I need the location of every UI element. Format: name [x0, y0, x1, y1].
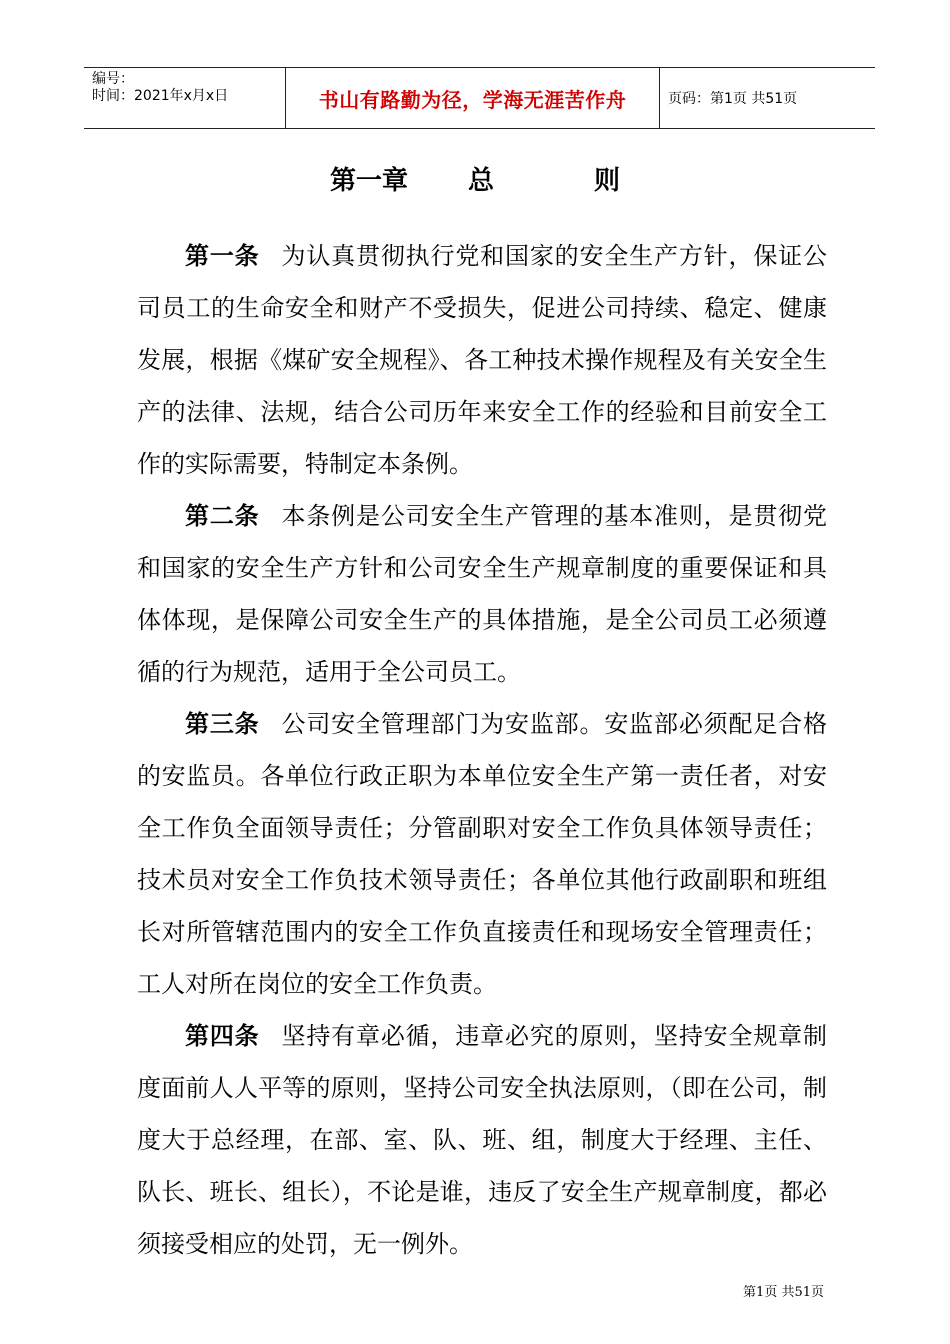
- chapter-title: [0, 160, 950, 197]
- article-text: 坚持有章必循，违章必究的原则，坚持安全规章制度面前人人平等的原则，坚持公司安全执法原则，（即在公司，制度大于总经理，在部、室、队、班、组，制度大于经理、主任、队长、班长、组长），不论是谁，违反了安全生产规章制度，都必须接受相应的处罚，无一例外。: [137, 1022, 827, 1258]
- header-page-cell: [660, 68, 875, 128]
- article-1: [137, 230, 827, 490]
- page-footer: 第1页 共51页: [743, 1285, 824, 1300]
- chapter-title-part1: 总: [467, 166, 494, 196]
- article-label: 第二条: [185, 502, 260, 530]
- date-label: 时间：2021年x月x日: [92, 88, 229, 104]
- motto: 书山有路勤为径，学海无涯苦作舟: [318, 87, 627, 112]
- article-label: 第三条: [185, 710, 260, 738]
- chapter-title-part2: 则: [594, 166, 621, 196]
- article-2: [137, 490, 827, 698]
- number-label: 编号：: [92, 71, 134, 87]
- article-4: [137, 1010, 827, 1270]
- article-3: [137, 698, 827, 1010]
- article-text: 本条例是公司安全生产管理的基本准则，是贯彻党和国家的安全生产方针和公司安全生产规章制度的重要保证和具体体现，是保障公司安全生产的具体措施，是全公司员工必须遵循的行为规范，适用于全公司员工。: [137, 502, 827, 686]
- header-meta: [84, 68, 286, 128]
- header-page-label: 页码：第1页 共51页: [668, 91, 798, 107]
- page-header: [84, 67, 875, 129]
- article-text: 为认真贯彻执行党和国家的安全生产方针，保证公司员工的生命安全和财产不受损失，促进公司持续、稳定、健康发展，根据《煤矿安全规程》、各工种技术操作规程及有关安全生产的法律、法规，结合公司历年来安全工作的经验和目前安全工作的实际需要，特制定本条例。: [137, 242, 827, 478]
- document-body: [137, 230, 827, 1270]
- chapter-number: 第一章: [329, 166, 408, 196]
- article-label: 第一条: [185, 242, 260, 270]
- article-label: 第四条: [185, 1022, 260, 1050]
- article-text: 公司安全管理部门为安监部。安监部必须配足合格的安监员。各单位行政正职为本单位安全生产第一责任者，对安全工作负全面领导责任；分管副职对安全工作负具体领导责任；技术员对安全工作负技术领导责任；各单位其他行政副职和班组长对所管辖范围内的安全工作负直接责任和现场安全管理责任；工人对所在岗位的安全工作负责。: [137, 710, 827, 998]
- header-motto-cell: [286, 68, 660, 128]
